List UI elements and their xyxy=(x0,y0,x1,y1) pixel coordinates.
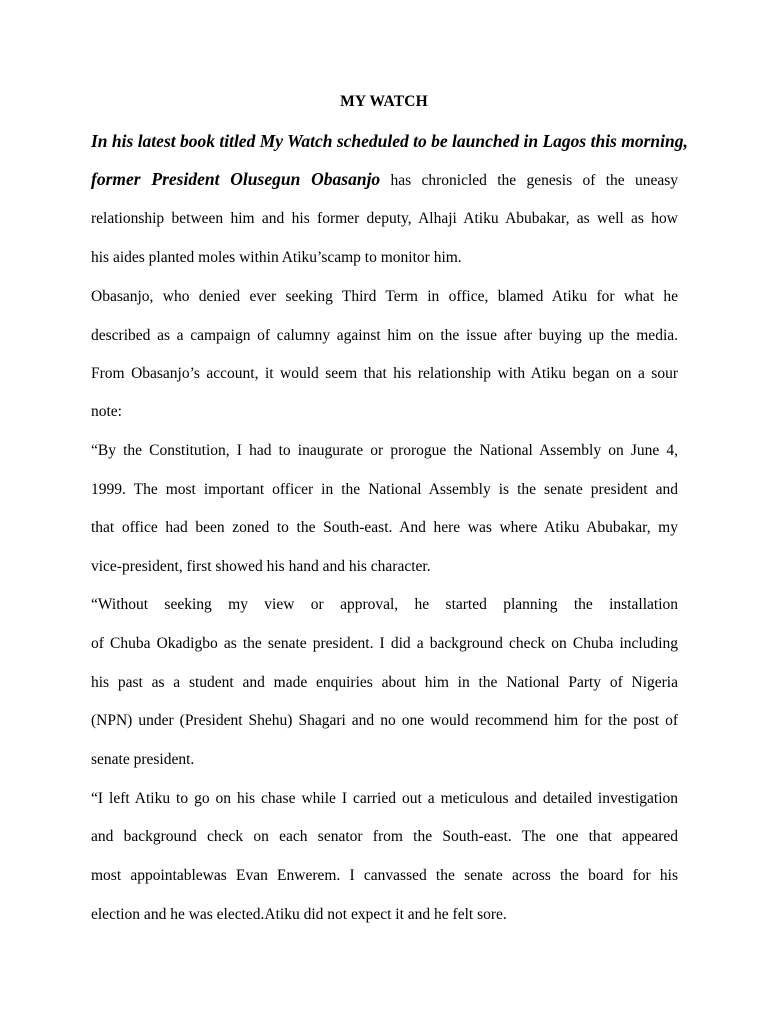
text-line-12: vice-president, first showed his hand and his character. xyxy=(91,558,431,575)
text-line-15: his past as a student and made enquiries about him in the National Party of Nigeria xyxy=(91,674,678,691)
text-line-18: “I left Atiku to go on his chase while I carried out a meticulous and detailed investigation xyxy=(91,790,678,807)
text-line-6: described as a campaign of calumny against him on the issue after buying up the media. xyxy=(91,327,678,344)
text-line-8: note: xyxy=(91,403,122,420)
lead-line-1: In his latest book titled My Watch scheduled to be launched in Lagos this morning, xyxy=(91,131,688,151)
document-title: MY WATCH xyxy=(340,93,428,110)
body-inline-text: has chronicled the genesis of the uneasy xyxy=(390,172,679,189)
text-line-20: most appointablewas Evan Enwerem. I canvassed the senate across the board for his xyxy=(91,867,678,884)
lead-line-2 xyxy=(91,169,678,191)
text-line-5: Obasanjo, who denied ever seeking Third Term in office, blamed Atiku for what he xyxy=(91,288,678,305)
text-line-14: of Chuba Okadigbo as the senate president. I did a background check on Chuba including xyxy=(91,635,678,652)
text-line-19: and background check on each senator from the South-east. The one that appeared xyxy=(91,828,678,845)
text-line-7: From Obasanjo’s account, it would seem that his relationship with Atiku began on a sour xyxy=(91,365,678,382)
text-line-9: “By the Constitution, I had to inaugurate or prorogue the National Assembly on June 4, xyxy=(91,442,678,459)
lead-inline-text: former President Olusegun Obasanjo xyxy=(91,169,381,189)
text-line-10: 1999. The most important officer in the National Assembly is the senate president and xyxy=(91,481,678,498)
text-line-11: that office had been zoned to the South-east. And here was where Atiku Abubakar, my xyxy=(91,519,678,536)
text-line-16: (NPN) under (President Shehu) Shagari and no one would recommend him for the post of xyxy=(91,712,678,729)
text-line-17: senate president. xyxy=(91,751,195,768)
text-line-13: “Without seeking my view or approval, he started planning the installation xyxy=(91,596,678,613)
text-line-21: election and he was elected.Atiku did not expect it and he felt sore. xyxy=(91,906,507,923)
text-line-3: relationship between him and his former deputy, Alhaji Atiku Abubakar, as well as how xyxy=(91,210,678,227)
text-line-4: his aides planted moles within Atiku’scamp to monitor him. xyxy=(91,249,462,266)
